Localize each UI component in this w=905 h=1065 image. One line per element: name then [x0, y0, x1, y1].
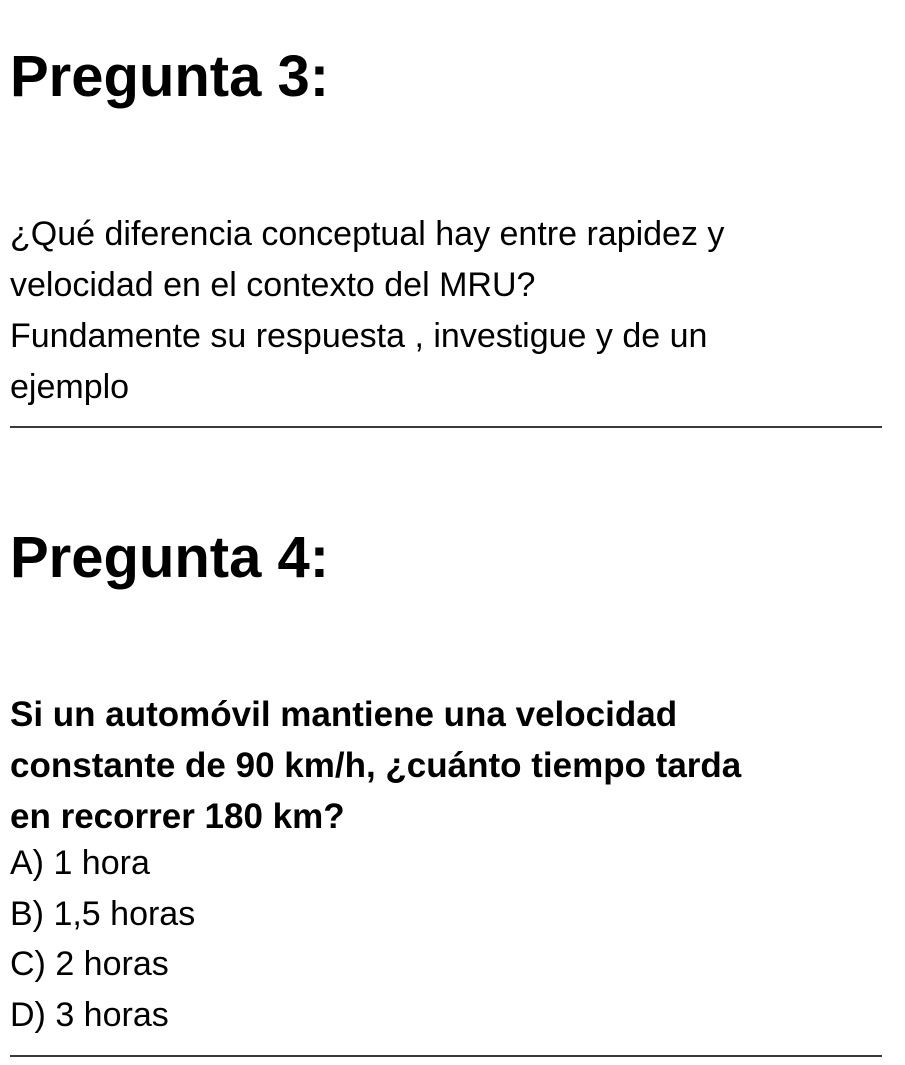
question-3-line: ejemplo — [10, 368, 130, 406]
question-3-line: Fundamente su respuesta , investigue y de un — [10, 317, 708, 355]
question-3-line: velocidad en el contexto del MRU? — [10, 266, 536, 304]
answer-line — [10, 1055, 882, 1057]
question-4-title: Pregunta 4: — [10, 525, 330, 590]
question-4-text — [10, 689, 890, 842]
question-4-line: Si un automóvil mantiene una velocidad — [10, 695, 678, 734]
question-3-title: Pregunta 3: — [10, 44, 330, 109]
question-3-line: ¿Qué diferencia conceptual hay entre rapidez y — [10, 215, 725, 253]
question-3-text — [10, 209, 890, 413]
option-b[interactable]: B) 1,5 horas — [10, 894, 196, 933]
option-d[interactable]: D) 3 horas — [10, 995, 169, 1034]
option-c[interactable]: C) 2 horas — [10, 945, 169, 983]
answer-options — [10, 838, 195, 1040]
answer-line — [10, 426, 882, 428]
question-4-line: constante de 90 km/h, ¿cuánto tiempo tarda — [10, 746, 742, 785]
question-4-line: en recorrer 180 km? — [10, 797, 345, 836]
option-a[interactable]: A) 1 hora — [10, 844, 150, 882]
